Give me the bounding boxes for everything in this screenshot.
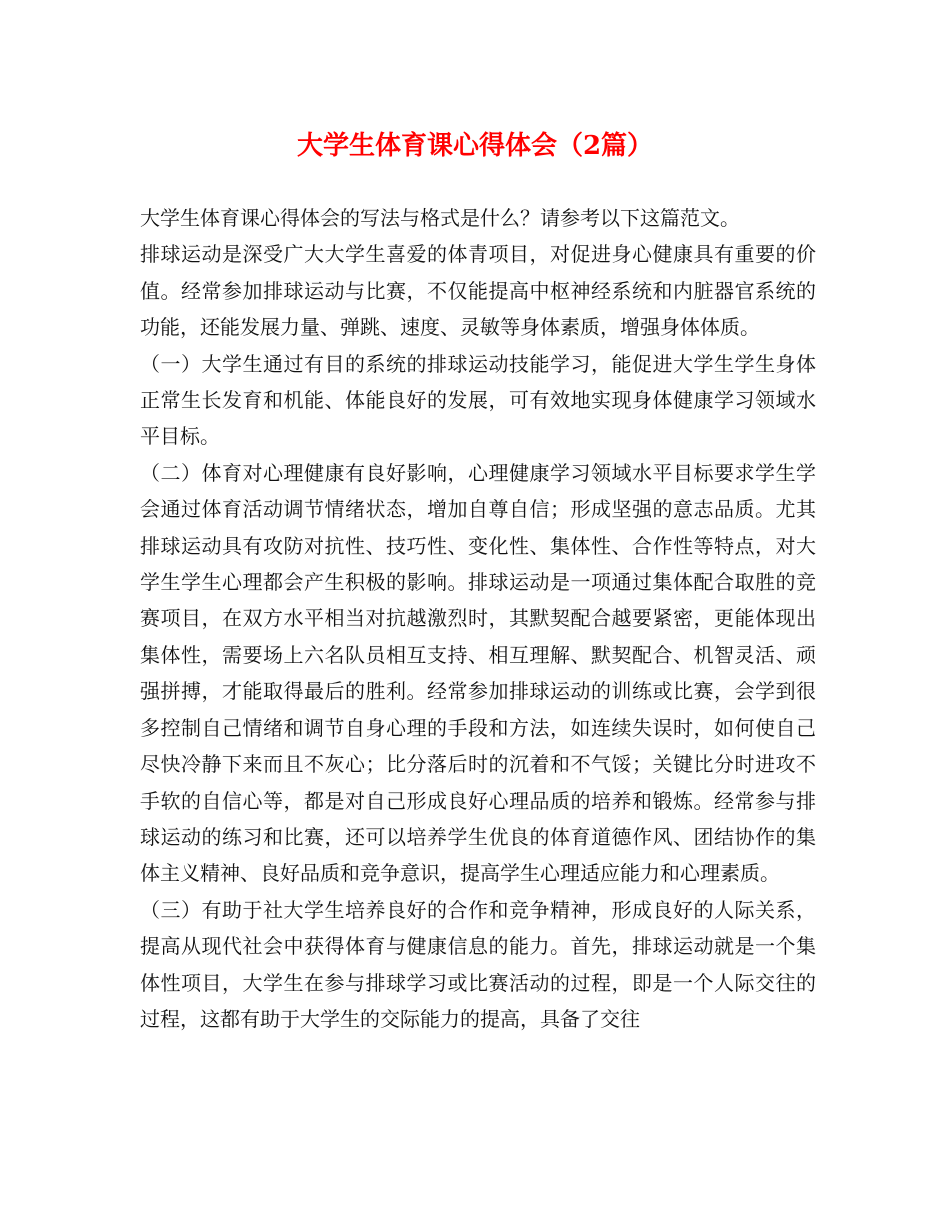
- body-paragraph-volleyball: 排球运动是深受广大大学生喜爱的体青项目，对促进身心健康具有重要的价值。经常参加排球运动与比赛，不仅能提高中枢神经系统和内脏器官系统的功能，还能发展力量、弹跳、速度、灵敏等身体素质，增强身体体质。: [140, 242, 816, 340]
- intro-paragraph: 大学生体育课心得体会的写法与格式是什么？请参考以下这篇范文。: [140, 206, 740, 230]
- document-body: [140, 200, 816, 1037]
- section-paragraph-2: （二）体育对心理健康有良好影响，心理健康学习领域水平目标要求学生学会通过体育活动调节情绪状态，增加自尊自信；形成坚强的意志品质。尤其排球运动具有攻防对抗性、技巧性、变化性、集体性、合作性等特点，对大学生学生心理都会产生积极的影响。排球运动是一项通过集体配合取胜的竞赛项目，在双方水平相当对抗越激烈时，其默契配合越要紧密，更能体现出集体性，需要场上六名队员相互支持、相互理解、默契配合、机智灵活、顽强拼搏，才能取得最后的胜利。经常参加排球运动的训练或比赛，会学到很多控制自己情绪和调节自身心理的手段和方法，如连续失误时，如何使自己尽快冷静下来而且不灰心；比分落后时的沉着和不气馁；关键比分时进攻不手软的自信心等，都是对自己形成良好心理品质的培养和锻炼。经常参与排球运动的练习和比赛，还可以培养学生优良的体育道德作风、团结协作的集体主义精神、良好品质和竞争意识，提高学生心理适应能力和心理素质。: [140, 460, 816, 886]
- document-title: 大学生体育课心得体会（2篇）: [296, 131, 654, 161]
- section-paragraph-1: （一）大学生通过有目的系统的排球运动技能学习，能促进大学生学生身体正常生长发育和机能、体能良好的发展，可有效地实现身体健康学习领域水平目标。: [140, 351, 816, 449]
- section-paragraph-3: （三）有助于社大学生培养良好的合作和竞争精神，形成良好的人际关系，提高从现代社会中获得体育与健康信息的能力。首先，排球运动就是一个集体性项目，大学生在参与排球学习或比赛活动的过程，即是一个人际交往的过程，这都有助于大学生的交际能力的提高，具备了交往: [140, 897, 816, 1031]
